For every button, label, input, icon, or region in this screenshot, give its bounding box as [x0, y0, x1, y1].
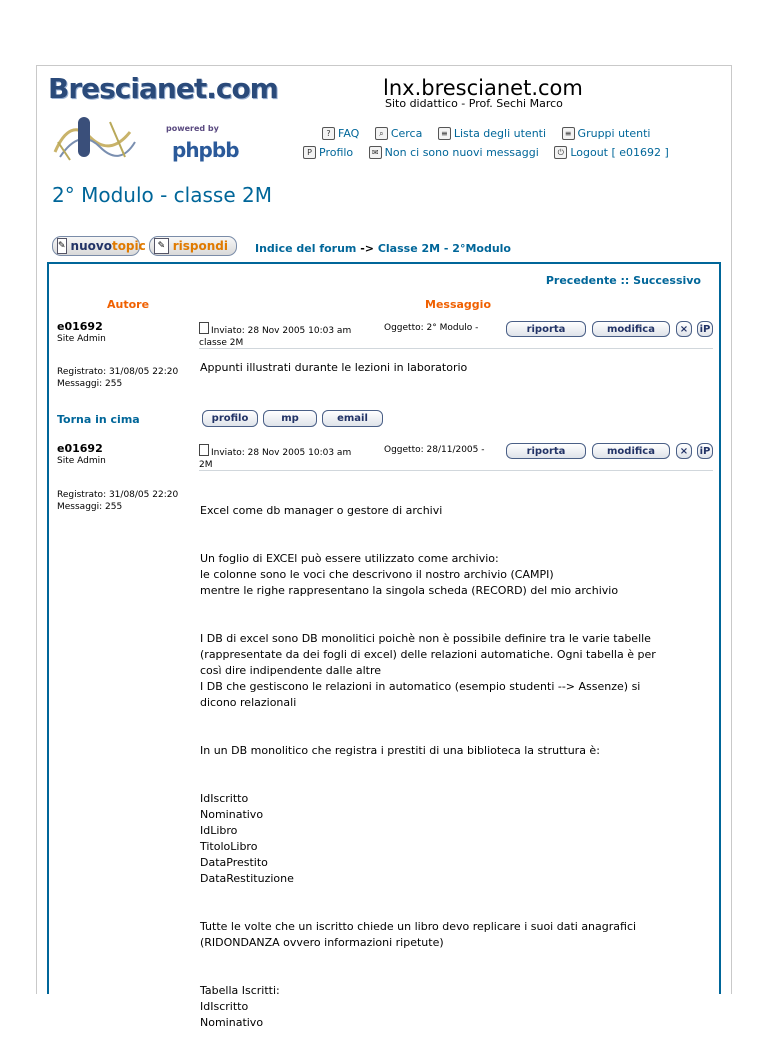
quote-button[interactable]: riporta	[506, 321, 586, 337]
page-title[interactable]: 2° Modulo - classe 2M	[52, 183, 272, 207]
prev-link[interactable]: Precedente	[545, 274, 617, 287]
post-subject: Oggetto: 2° Modulo -	[384, 323, 479, 333]
faq-icon: ?	[322, 127, 335, 140]
delete-button[interactable]	[676, 443, 692, 459]
phpbb-logo: phpbb	[172, 138, 239, 162]
quote-button[interactable]: riporta	[506, 443, 586, 459]
post-author: e01692	[57, 442, 103, 455]
post-date: Inviato: 28 Nov 2005 10:03 am 2M	[199, 444, 379, 471]
post-date: Inviato: 28 Nov 2005 10:03 am classe 2M	[199, 322, 379, 349]
back-to-top-link[interactable]: Torna in cima	[57, 413, 140, 426]
new-topic-button[interactable]: ✎ nuovo topic	[52, 236, 140, 256]
logo-graphic-icon	[50, 112, 140, 162]
nav-row-1	[322, 126, 662, 140]
post-divider	[199, 470, 713, 471]
new-topic-icon: ✎	[57, 238, 67, 254]
breadcrumb-index[interactable]: Indice del forum	[255, 242, 357, 255]
site-logo[interactable]	[48, 72, 278, 164]
logout-icon: ⏻	[554, 146, 567, 159]
nav-user-groups[interactable]: ≡ Gruppi utenti	[562, 127, 651, 140]
post-author: e01692	[57, 320, 103, 333]
nav-search[interactable]: ⌕ Cerca	[375, 127, 423, 140]
search-icon: ⌕	[375, 127, 388, 140]
message-column-header: Messaggio	[425, 298, 491, 311]
post-body: Appunti illustrati durante le lezioni in laboratorio	[200, 361, 468, 374]
edit-button[interactable]: modifica	[592, 321, 670, 337]
reply-icon: ✎	[154, 238, 169, 254]
logo-text: Brescianet.com	[48, 72, 278, 105]
ip-button[interactable]: iP	[697, 321, 713, 337]
author-column-header: Autore	[107, 298, 150, 311]
profile-icon: P	[303, 146, 316, 159]
profile-button[interactable]: profilo	[202, 410, 258, 427]
breadcrumb-separator: ->	[356, 242, 378, 255]
delete-icon: ×	[679, 445, 689, 457]
post-icon	[199, 444, 209, 456]
site-title: lnx.brescianet.com	[383, 76, 583, 100]
edit-button[interactable]: modifica	[592, 443, 670, 459]
email-button[interactable]: email	[322, 410, 383, 427]
nav-profile[interactable]: P Profilo	[303, 146, 353, 159]
post-author-rank: Site Admin	[57, 456, 106, 466]
post-icon	[199, 322, 209, 334]
nav-user-list[interactable]: ≡ Lista degli utenti	[438, 127, 546, 140]
post-body: Excel come db manager o gestore di archivi Un foglio di EXCEl può essere utilizzato come archivio: le colonne sono le voci che descrivono il nostro archivio (CAMPI) mentre le righe rappresentano la singola scheda (RECORD) del mio archivio I DB di excel sono DB monolitici poichè non è possibile definire tra le varie tabelle (rappresentate da dei fogli di excel) delle relazioni automatiche. Ogni tabella è per così dire indipendente dalle altre I DB che gestiscono le relazioni in automatico (esempio studenti --> Assenze) si dicono relazionali In un DB monolitico che registra i prestiti di una biblioteca la struttura è: IdIscritto Nominativo IdLibro TitoloLibro DataPrestito DataRestituzione Tutte le volte che un iscritto chiede un libro devo replicare i suoi dati anagrafici (RIDONDANZA ovvero informazioni ripetute) Tabella Iscritti: IdIscritto Nominativo	[200, 504, 656, 1029]
breadcrumb-forum[interactable]: Classe 2M - 2°Modulo	[377, 242, 511, 255]
powered-by-label: powered by	[166, 124, 219, 133]
post-author-info: Registrato: 31/08/05 22:20 Messaggi: 255	[57, 367, 179, 389]
breadcrumb	[255, 242, 511, 255]
topic-panel	[47, 262, 721, 1029]
site-description: Sito didattico - Prof. Sechi Marco	[385, 97, 563, 110]
delete-icon: ×	[679, 323, 689, 335]
ip-button[interactable]: iP	[697, 443, 713, 459]
messages-icon: ✉	[369, 146, 382, 159]
post-author-rank: Site Admin	[57, 334, 106, 344]
post-author-info: Registrato: 31/08/05 22:20 Messaggi: 255	[57, 490, 179, 512]
nav-faq[interactable]: ? FAQ	[322, 127, 359, 140]
post-subject: Oggetto: 28/11/2005 -	[384, 445, 485, 455]
nav-messages[interactable]: ✉ Non ci sono nuovi messaggi	[369, 146, 539, 159]
nav-row-2	[303, 145, 681, 159]
nav-logout[interactable]: ⏻ Logout [ e01692 ]	[554, 146, 669, 159]
delete-button[interactable]	[676, 321, 692, 337]
groups-icon: ≡	[562, 127, 575, 140]
post-divider	[199, 348, 713, 349]
reply-button[interactable]: ✎ rispondi	[149, 236, 237, 256]
pm-button[interactable]: mp	[263, 410, 317, 427]
list-icon: ≡	[438, 127, 451, 140]
prev-next-nav: Precedente :: Successivo	[545, 274, 701, 287]
next-link[interactable]: Successivo	[633, 274, 701, 287]
